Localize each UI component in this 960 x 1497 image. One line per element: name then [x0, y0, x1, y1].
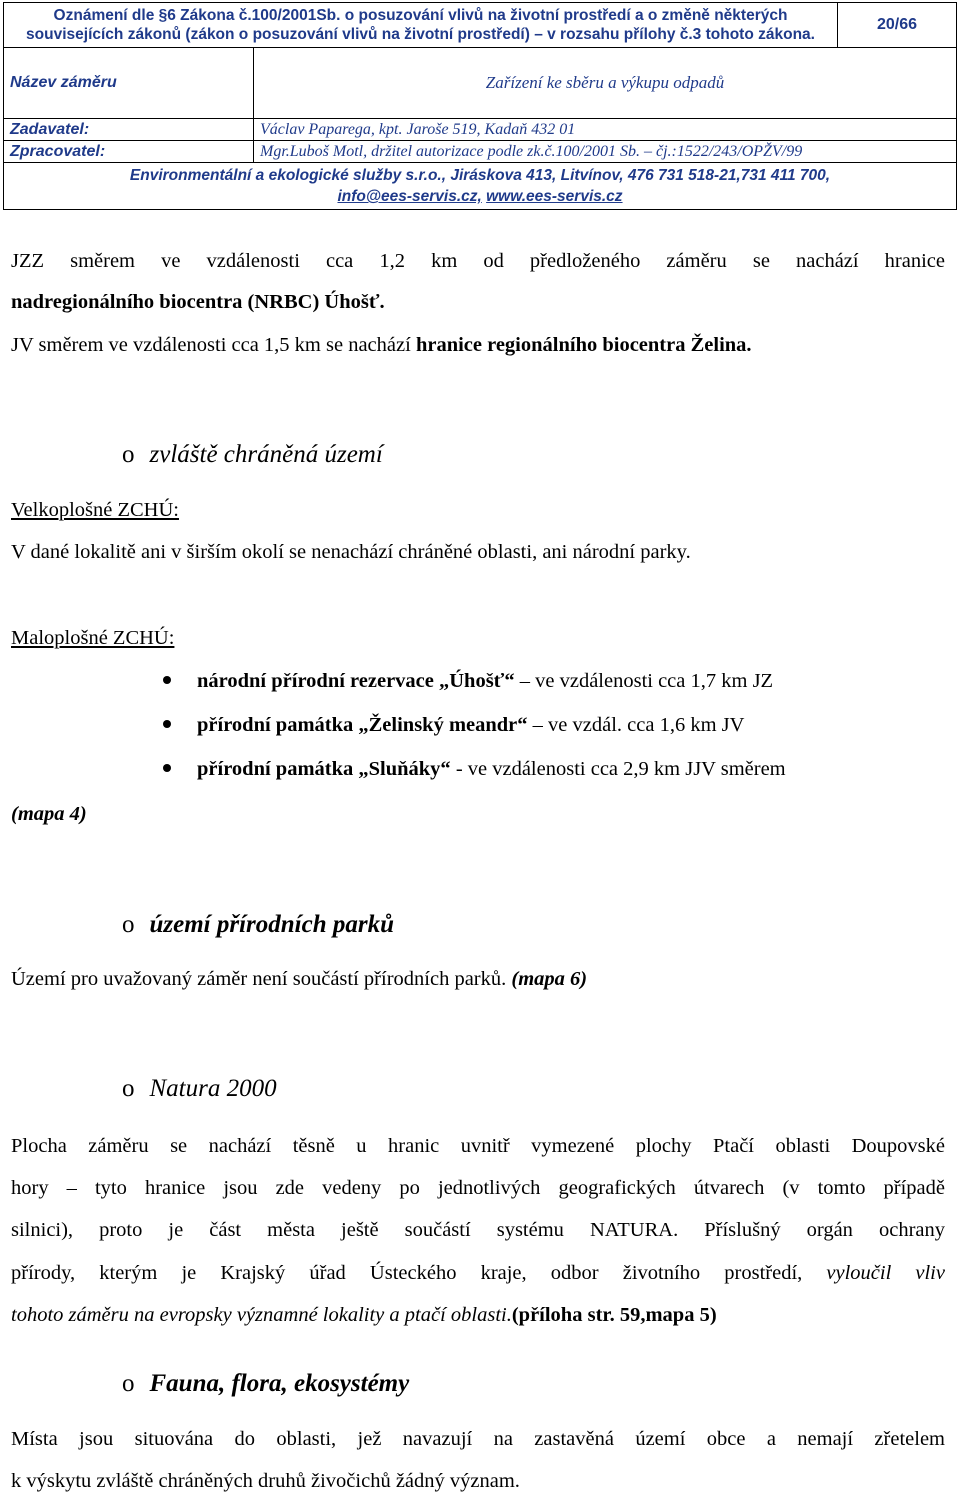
small-zchu-label: Maloplošné ZCHÚ:: [11, 627, 175, 649]
large-zchu-label: Velkoplošné ZCHÚ:: [11, 499, 179, 521]
company-line: Environmentální a ekologické služby s.r.o., Jiráskova 413, Litvínov, 476 731 518-21,731 411 700,: [129, 167, 831, 184]
large-zchu-text: V dané lokalitě ani v širším okolí se nenachází chráněné oblasti, ani národní parky.: [11, 541, 691, 563]
parks-text: Území pro uvažovaný záměr není součástí přírodních parků. (mapa 6): [11, 968, 588, 990]
page-number: 20/66: [838, 3, 957, 48]
list-item: přírodní památka „Sluňáky“ - ve vzdálenosti cca 2,9 km JJV směrem: [163, 758, 786, 781]
paragraph-nrbc-line1: JZZ směrem ve vzdálenosti cca 1,2 km od předloženého záměru se nachází hranice: [11, 250, 945, 272]
natura-line4: přírody, kterým je Krajský úřad Ústeckého kraje, odbor životního prostředí, vyloučil vliv: [11, 1262, 945, 1284]
rbc-bold: hranice regionálního biocentra Želina.: [415, 334, 752, 356]
web-link[interactable]: www.ees-servis.cz: [486, 188, 623, 205]
natura-line2: hory – tyto hranice jsou zde vedeny po jednotlivých geografických útvarech (v tomto případě: [11, 1177, 945, 1199]
heading-natura: o Natura 2000: [122, 1075, 277, 1102]
heading-bullet: o: [122, 1075, 135, 1102]
email-link[interactable]: info@ees-servis.cz,: [337, 188, 482, 205]
bullet-icon: [163, 720, 171, 728]
list-item: národní přírodní rezervace „Úhošť“ – ve vzdálenosti cca 1,7 km JZ: [163, 670, 773, 693]
document-header: [3, 2, 957, 210]
fauna-line1: Místa jsou situována do oblasti, jež navazují na zastavěná území obce a nemají zřetelem: [11, 1428, 945, 1450]
heading-bullet: o: [122, 911, 135, 938]
heading-bullet: o: [122, 441, 135, 468]
fauna-line2: k výskytu zvláště chráněných druhů živočichů žádný význam.: [11, 1470, 520, 1492]
appendix-ref: (příloha str. 59,mapa 5): [511, 1304, 717, 1326]
paragraph-rbc: [11, 333, 752, 357]
map4-ref: (mapa 4): [11, 803, 87, 825]
author-label: Zpracovatel:: [4, 141, 254, 163]
natura-line1: Plocha záměru se nachází těsně u hranic uvnitř vymezené plochy Ptačí oblasti Doupovské: [11, 1135, 945, 1157]
author-value: Mgr.Luboš Motl, držitel autorizace podle zk.č.100/2001 Sb. – čj.:1522/243/OPŽV/99: [254, 141, 957, 163]
map6-ref: (mapa 6): [511, 968, 588, 990]
natura-line3: silnici), proto je část města ještě součástí systému NATURA. Příslušný orgán ochrany: [11, 1219, 945, 1241]
client-label: Zadavatel:: [4, 119, 254, 141]
bullet-icon: [163, 676, 171, 684]
list-item: přírodní památka „Želinský meandr“ – ve vzdál. cca 1,6 km JV: [163, 714, 744, 737]
heading-bullet: o: [122, 1370, 135, 1397]
heading-protected-areas: o zvláště chráněná území: [122, 441, 383, 468]
bullet-icon: [163, 764, 171, 772]
heading-nature-parks: o území přírodních parků: [122, 911, 395, 938]
legal-notice: Oznámení dle §6 Zákona č.100/2001Sb. o posuzování vlivů na životní prostředí a o změně některých souvisejících zákonů (zákon o posuzování vlivů na životní prostředí) – v rozsahu přílohy č.3 tohoto zákona.: [4, 3, 838, 48]
paragraph-nrbc-line2: nadregionálního biocentra (NRBC) Úhošť.: [11, 291, 385, 313]
heading-fauna: o Fauna, flora, ekosystémy: [122, 1370, 410, 1397]
natura-line5: tohoto záměru na evropsky významné lokality a ptačí oblasti.(příloha str. 59,mapa 5): [11, 1304, 717, 1326]
project-label: Název záměru: [4, 48, 254, 119]
client-value: Václav Paparega, kpt. Jaroše 519, Kadaň 432 01: [254, 119, 957, 141]
company-info: [4, 163, 957, 210]
rbc-text: JV směrem ve vzdálenosti cca 1,5 km se nachází: [11, 334, 416, 356]
project-value: Zařízení ke sběru a výkupu odpadů: [254, 48, 957, 119]
